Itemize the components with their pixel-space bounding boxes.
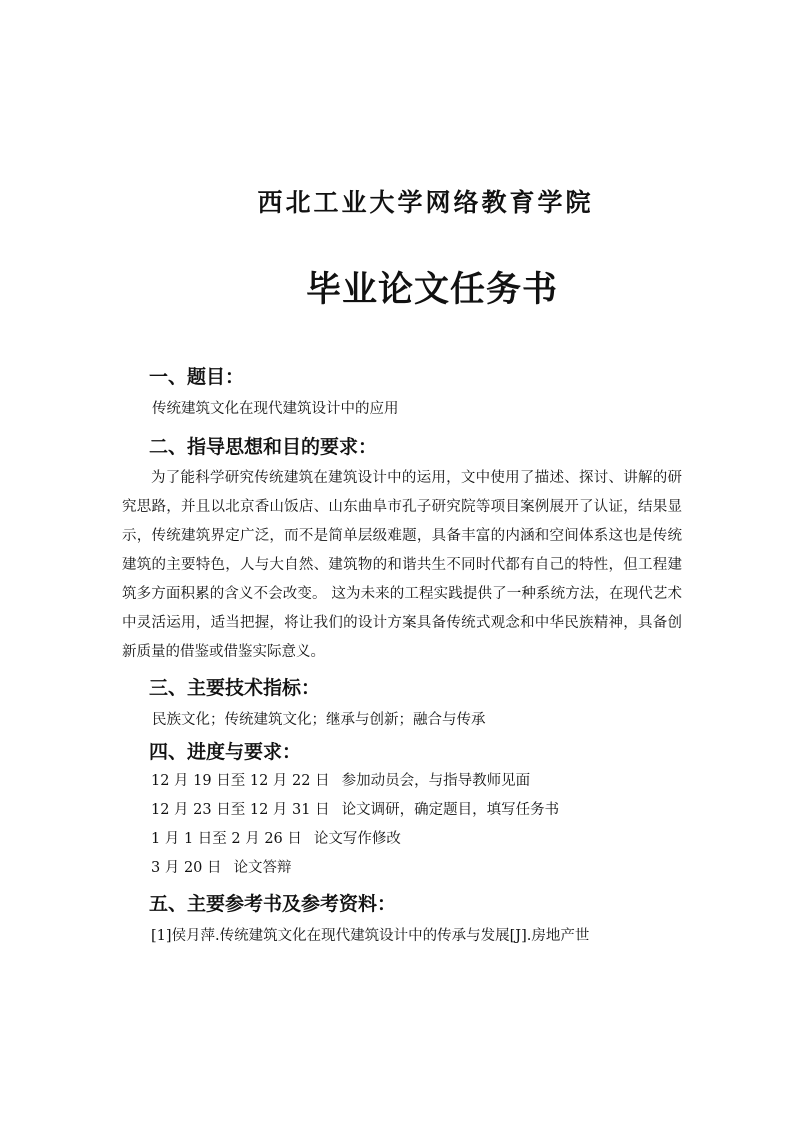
section-heading-topic: 一、题目： <box>149 366 245 388</box>
document-body <box>122 362 682 953</box>
schedule-date: 3 月 20 日 <box>151 860 222 876</box>
schedule-item <box>151 767 682 796</box>
section-indicators <box>122 673 682 737</box>
indicators-text: 民族文化；传统建筑文化；继承与创新；融合与传承 <box>152 712 486 728</box>
section-references <box>122 889 682 953</box>
topic-text: 传统建筑文化在现代建筑设计中的应用 <box>152 401 399 417</box>
school-title: 西北工业大学网络教育学院 <box>257 188 594 217</box>
section-heading-indicators: 三、主要技术指标： <box>149 677 321 699</box>
section-heading-references: 五、主要参考书及参考资料： <box>149 893 397 915</box>
guidance-paragraph: 为了能科学研究传统建筑在建筑设计中的运用，文中使用了描述、探讨、讲解的研究思路，并且以北京香山饭店、山东曲阜市孔子研究院等项目案例展开了认证，结果显示，传统建筑界定广泛，而不是简单层级难题，具备丰富的内涵和空间体系这也是传统建筑的主要特色，人与大自然、建筑物的和谐共生不同时代都有自己的特性，但工程建筑多方面积累的含义不会改变。 这为未来的工程实践提供了一种系统方法，在现代艺术中灵活运用，适当把握，将让我们的设计方案具备传统式观念和中华民族精神，具备创新质量的借鉴或借鉴实际意义。 <box>122 470 682 660</box>
section-guidance <box>122 432 682 667</box>
schedule-date: 12 月 19 日至 12 月 22 日 <box>151 773 330 789</box>
document-title: 毕业论文任务书 <box>305 270 558 310</box>
schedule-date: 1 月 1 日至 2 月 26 日 <box>151 831 302 847</box>
schedule-task: 论文写作修改 <box>313 831 401 847</box>
section-heading-schedule: 四、进度与要求： <box>149 741 302 763</box>
schedule-item <box>151 854 682 883</box>
reference-item: [1]侯月萍.传统建筑文化在现代建筑设计中的传承与发展[J].房地产世 <box>151 928 590 944</box>
section-heading-guidance: 二、指导思想和目的要求： <box>149 436 378 458</box>
schedule-item <box>151 796 682 825</box>
schedule-date: 12 月 23 日至 12 月 31 日 <box>151 802 330 818</box>
schedule-task: 论文调研，确定题目，填写任务书 <box>341 802 560 818</box>
section-schedule <box>122 737 682 883</box>
schedule-task: 参加动员会，与指导教师见面 <box>341 773 531 789</box>
schedule-task: 论文答辩 <box>233 860 292 876</box>
section-topic <box>122 362 682 426</box>
schedule-item <box>151 825 682 854</box>
